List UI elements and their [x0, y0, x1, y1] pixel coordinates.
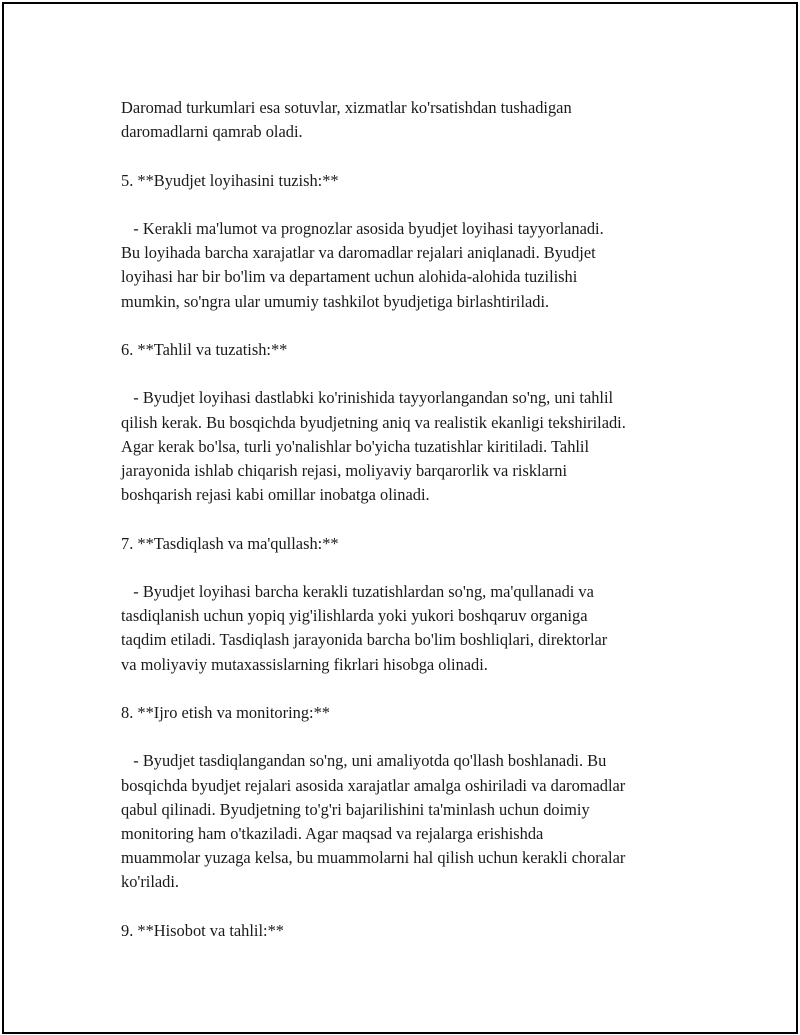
paragraph-intro-continuation: Daromad turkumlari esa sotuvlar, xizmatlar ko'rsatishdan tushadigan daromadlarni qamrab oladi.: [121, 98, 572, 142]
heading-step-8: 8. **Ijro etish va monitoring:**: [121, 702, 330, 722]
paragraph-step-5: - Kerakli ma'lumot va prognozlar asosida byudjet loyihasi tayyorlanadi. Bu loyihada barcha xarajatlar va daromadlar rejalari aniqlanadi. Byudjet loyihasi har bir bo'lim va departament uchun alohida-alohida tuzilishi mumkin, so'ngra ular umumiy tashkilot byudjetiga birlashtiriladi.: [121, 218, 604, 311]
heading-step-5: 5. **Byudjet loyihasini tuzish:**: [121, 170, 339, 190]
document-body: [121, 96, 711, 967]
heading-step-6: 6. **Tahlil va tuzatish:**: [121, 339, 288, 359]
paragraph-step-6: - Byudjet loyihasi dastlabki ko'rinishida tayyorlangandan so'ng, uni tahlil qilish kerak. Bu bosqichda byudjetning aniq va realistik ekanligi tekshiriladi. Agar kerak bo'lsa, turli yo'nalishlar bo'yicha tuzatishlar kiritiladi. Tahlil jarayonida ishlab chiqarish rejasi, moliyaviy barqarorlik va risklarni boshqarish rejasi kabi omillar inobatga olinadi.: [121, 388, 626, 505]
heading-step-7: 7. **Tasdiqlash va ma'qullash:**: [121, 533, 339, 553]
heading-step-9: 9. **Hisobot va tahlil:**: [121, 920, 284, 940]
paragraph-step-7: - Byudjet loyihasi barcha kerakli tuzatishlardan so'ng, ma'qullanadi va tasdiqlanish uchun yopiq yig'ilishlarda yoki yukori boshqaruv organiga taqdim etiladi. Tasdiqlash jarayonida barcha bo'lim boshliqlari, direktorlar va moliyaviy mutaxassislarning fikrlari hisobga olinadi.: [121, 581, 608, 674]
document-page: [2, 2, 798, 1034]
paragraph-step-8: - Byudjet tasdiqlangandan so'ng, uni amaliyotda qo'llash boshlanadi. Bu bosqichda byudjet rejalari asosida xarajatlar amalga oshiriladi va daromadlar qabul qilinadi. Byudjetning to'g'ri bajarilishini ta'minlash uchun doimiy monitoring ham o'tkaziladi. Agar maqsad va rejalarga erishishda muammolar yuzaga kelsa, bu muammolarni hal qilish uchun kerakli choralar ko'riladi.: [121, 751, 626, 892]
